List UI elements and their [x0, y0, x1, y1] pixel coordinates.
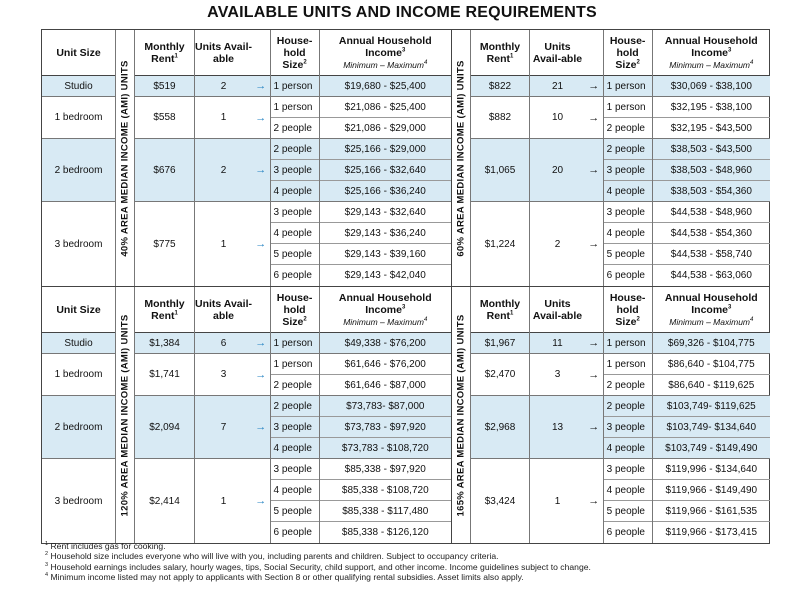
arrow-icon: →	[252, 333, 270, 354]
arrow-icon: →	[252, 76, 270, 97]
footnote-number: 3	[45, 561, 49, 568]
monthly-rent-cell: $1,224	[484, 238, 516, 250]
ami-label	[452, 287, 471, 543]
header-min-max-text: Minimum – Maximum	[343, 316, 424, 327]
income-range-cell: $61,646 - $87,000	[320, 375, 451, 396]
household-size-cell: 5 people	[271, 501, 319, 522]
household-size-cell: 2 people	[604, 375, 652, 396]
header-monthly-rent-note: 1	[510, 310, 514, 316]
unit-size-column	[42, 287, 116, 543]
household-size-cell: 2 people	[604, 396, 652, 417]
arrow-icon: →	[585, 396, 603, 459]
monthly-rent-cell: $775	[153, 238, 176, 250]
header-min-max-text: Minimum – Maximum	[669, 59, 751, 70]
footnote-text: Household earnings includes salary, hourly wages, tips, Social Security, child support, and other income. Income guidelines subject to change.	[50, 561, 591, 572]
header-monthly-rent	[135, 30, 194, 76]
household-size-cell: 4 people	[604, 181, 652, 202]
header-min-max-note: 4	[423, 316, 428, 323]
header-unit-size-text: Unit Size	[56, 303, 101, 316]
income-column	[320, 287, 451, 543]
household-size-cell: 1 person	[604, 333, 652, 354]
header-unit-size-text: Unit Size	[56, 46, 101, 59]
ami-block	[41, 287, 770, 544]
household-size-cell: 3 people	[604, 202, 652, 223]
header-household-size-note: 2	[303, 59, 307, 65]
income-range-cell: $85,338 - $117,480	[320, 501, 451, 522]
arrow-icon: →	[252, 97, 270, 139]
household-size-cell: 3 people	[604, 459, 652, 480]
household-size-cell: 3 people	[604, 417, 652, 438]
monthly-rent-cell: $558	[135, 97, 194, 139]
arrow-column	[585, 30, 604, 286]
household-size-cell: 5 people	[271, 244, 319, 265]
header-unit-size	[42, 30, 115, 76]
header-min-max	[653, 316, 770, 328]
unit-size-cell: 1 bedroom	[42, 97, 115, 139]
income-range-cell: $30,069 - $38,100	[653, 76, 770, 97]
income-range-cell: $73,783- $87,000	[320, 396, 451, 417]
income-range-cell: $44,538 - $54,360	[653, 223, 770, 244]
header-monthly-rent-note: 1	[174, 310, 178, 316]
header-income-text: Annual Household Income	[338, 291, 432, 316]
monthly-rent-cell: $1,967	[471, 333, 529, 354]
income-range-cell: $86,640 - $119,625	[653, 375, 770, 396]
income-range-cell: $44,538 - $63,060	[670, 270, 752, 281]
header-monthly-rent	[135, 287, 194, 333]
arrow-icon: →	[255, 495, 267, 507]
household-size-cell: 2 people	[271, 139, 319, 160]
income-range-cell: $49,338 - $76,200	[320, 333, 451, 354]
income-range-cell: $19,680 - $25,400	[320, 76, 451, 97]
units-available-cell: 1	[195, 97, 252, 139]
header-household-size-note: 2	[636, 59, 640, 65]
household-size-cell: 1 person	[271, 97, 319, 118]
unit-size-cell: 2 bedroom	[42, 396, 115, 459]
monthly-rent-cell: $882	[471, 97, 529, 139]
unit-size-cell: 3 bedroom	[54, 238, 103, 250]
arrow-icon: →	[585, 97, 603, 139]
unit-size-cell: Studio	[42, 76, 115, 97]
header-monthly-rent	[471, 30, 529, 76]
units-available-cell: 10	[530, 97, 585, 139]
ami-block	[41, 29, 770, 287]
income-range-cell: $29,143 - $32,640	[320, 202, 451, 223]
income-range-cell: $38,503 - $43,500	[653, 139, 770, 160]
footnote-text: Household size includes everyone who will live with you, including parents and children. Subject to occupancy criteria.	[50, 551, 499, 562]
header-min-max-note: 4	[750, 59, 754, 66]
units-available-cell: 7	[195, 396, 252, 459]
header-units-available-text: Units Avail-able	[532, 40, 583, 65]
income-range-cell: $21,086 - $29,000	[320, 118, 451, 139]
header-income-note: 3	[728, 47, 732, 53]
units-available-cell: 3	[195, 354, 252, 396]
header-arrow-spacer	[585, 30, 603, 76]
household-column	[271, 30, 320, 286]
header-household-size	[271, 287, 319, 333]
household-size-cell: 6 people	[273, 270, 312, 281]
income-range-cell: $85,338 - $126,120	[341, 527, 429, 538]
monthly-rent-cell: $1,384	[135, 333, 194, 354]
header-household-size-text: House-hold Size	[276, 291, 313, 328]
income-range-cell: $29,143 - $36,240	[320, 223, 451, 244]
footnote-line	[45, 562, 591, 572]
header-arrow-spacer	[585, 287, 603, 333]
left-ami-label: 120% AREA MEDIAN INCOME (AMI) UNITS	[119, 314, 131, 516]
income-column	[653, 287, 770, 543]
income-range-cell: $73,783 - $97,920	[320, 417, 451, 438]
household-size-cell: 2 people	[271, 118, 319, 139]
household-size-cell: 6 people	[606, 270, 645, 281]
rent-column	[135, 287, 195, 543]
household-size-cell: 1 person	[271, 354, 319, 375]
header-min-max-text: Minimum – Maximum	[343, 59, 424, 70]
header-units-available-text: Units Avail-able	[195, 297, 252, 322]
arrow-icon: →	[585, 354, 603, 396]
units-column	[530, 30, 585, 286]
page-title: AVAILABLE UNITS AND INCOME REQUIREMENTS	[207, 4, 597, 21]
header-annual-income	[653, 287, 770, 333]
header-monthly-rent-text: Monthly Rent	[479, 40, 521, 65]
arrow-icon: →	[252, 396, 270, 459]
income-range-cell: $119,966 - $173,415	[665, 527, 758, 538]
right-half	[452, 287, 770, 543]
units-available-cell: 1	[220, 495, 227, 507]
arrow-icon: →	[585, 139, 603, 202]
header-income-text: Annual Household Income	[664, 291, 758, 316]
header-min-max	[653, 59, 770, 71]
header-unit-size	[42, 287, 115, 333]
monthly-rent-cell: $519	[135, 76, 194, 97]
unit-size-cell: 3 bedroom	[54, 495, 103, 507]
right-half	[452, 30, 770, 286]
header-min-max	[320, 59, 451, 71]
units-available-cell: 1	[220, 238, 227, 250]
income-range-cell: $21,086 - $25,400	[320, 97, 451, 118]
header-units-available-text: Units Avail-able	[195, 40, 252, 65]
income-range-cell: $61,646 - $76,200	[320, 354, 451, 375]
footnote-number: 1	[45, 541, 49, 548]
header-household-size-text: House-hold Size	[276, 34, 313, 71]
household-size-cell: 4 people	[271, 223, 319, 244]
header-min-max	[320, 316, 451, 328]
income-range-cell: $32,195 - $38,100	[653, 97, 770, 118]
income-range-cell: $44,538 - $48,960	[653, 202, 770, 223]
header-units-available	[195, 30, 252, 76]
income-range-cell: $103,749- $134,640	[653, 417, 770, 438]
footnote-line	[45, 572, 591, 582]
income-range-cell: $25,166 - $32,640	[320, 160, 451, 181]
units-column	[195, 30, 252, 286]
footnote-line	[45, 541, 591, 551]
income-range-cell: $103,749- $119,625	[653, 396, 770, 417]
units-column	[195, 287, 252, 543]
rent-column	[471, 30, 530, 286]
income-range-cell: $38,503 - $54,360	[653, 181, 770, 202]
household-size-cell: 2 people	[271, 396, 319, 417]
income-column	[320, 30, 451, 286]
ami-label	[116, 30, 135, 286]
household-size-cell: 3 people	[271, 202, 319, 223]
header-min-max-text: Minimum – Maximum	[669, 316, 751, 327]
household-size-cell: 3 people	[271, 459, 319, 480]
household-size-cell: 1 person	[604, 97, 652, 118]
rent-column	[471, 287, 530, 543]
household-size-cell: 3 people	[271, 417, 319, 438]
header-arrow-spacer	[252, 30, 270, 76]
arrow-icon: →	[588, 495, 600, 507]
header-units-available	[530, 30, 585, 76]
household-size-cell: 1 person	[604, 354, 652, 375]
monthly-rent-cell: $1,065	[471, 139, 529, 202]
income-range-cell: $73,783 - $108,720	[320, 438, 451, 459]
units-available-cell: 3	[530, 354, 585, 396]
income-range-cell: $38,503 - $48,960	[653, 160, 770, 181]
unit-size-cell: 2 bedroom	[42, 139, 115, 202]
arrow-icon: →	[255, 238, 267, 250]
header-monthly-rent-note: 1	[174, 53, 178, 59]
unit-size-column	[42, 30, 116, 286]
household-size-cell: 1 person	[271, 333, 319, 354]
ami-label	[452, 30, 471, 286]
income-range-cell: $69,326 - $104,775	[653, 333, 770, 354]
header-household-size	[604, 30, 652, 76]
income-range-cell: $119,996 - $134,640	[653, 459, 770, 480]
household-column	[604, 287, 653, 543]
header-monthly-rent	[471, 287, 529, 333]
header-household-size	[271, 30, 319, 76]
household-size-cell: 2 people	[604, 118, 652, 139]
household-size-cell: 4 people	[604, 480, 652, 501]
header-units-available	[195, 287, 252, 333]
header-min-max-note: 4	[750, 316, 754, 323]
footnote-number: 2	[45, 551, 49, 558]
monthly-rent-cell: $1,741	[135, 354, 194, 396]
unit-size-cell: Studio	[42, 333, 115, 354]
household-size-cell: 6 people	[273, 527, 312, 538]
header-household-size-text: House-hold Size	[609, 34, 646, 71]
units-column	[530, 287, 585, 543]
monthly-rent-cell: $3,424	[484, 495, 516, 507]
header-household-size-note: 2	[636, 316, 640, 322]
household-size-cell: 1 person	[271, 76, 319, 97]
right-ami-label: 60% AREA MEDIAN INCOME (AMI) UNITS	[455, 59, 467, 257]
units-available-cell: 1	[554, 495, 561, 507]
income-range-cell: $103,749 - $149,490	[653, 438, 770, 459]
header-monthly-rent-note: 1	[510, 53, 514, 59]
units-available-cell: 2	[195, 139, 252, 202]
units-available-cell: 21	[530, 76, 585, 97]
right-ami-label: 165% AREA MEDIAN INCOME (AMI) UNITS	[455, 314, 467, 516]
left-half	[42, 287, 452, 543]
household-size-cell: 3 people	[604, 160, 652, 181]
header-monthly-rent-text: Monthly Rent	[144, 297, 185, 322]
monthly-rent-cell: $2,470	[471, 354, 529, 396]
household-size-cell: 5 people	[604, 501, 652, 522]
household-size-cell: 2 people	[604, 139, 652, 160]
household-size-cell: 6 people	[606, 527, 645, 538]
income-range-cell: $86,640 - $104,775	[653, 354, 770, 375]
income-range-cell: $85,338 - $108,720	[320, 480, 451, 501]
household-size-cell: 4 people	[271, 181, 319, 202]
units-available-cell: 6	[195, 333, 252, 354]
household-column	[271, 287, 320, 543]
household-size-cell: 4 people	[271, 480, 319, 501]
header-annual-income	[320, 287, 451, 333]
header-household-size-note: 2	[303, 316, 307, 322]
income-range-cell: $32,195 - $43,500	[653, 118, 770, 139]
units-available-cell: 11	[530, 333, 585, 354]
unit-size-cell: 1 bedroom	[42, 354, 115, 396]
header-annual-income	[320, 30, 451, 76]
header-monthly-rent-text: Monthly Rent	[144, 40, 185, 65]
household-size-cell: 5 people	[604, 244, 652, 265]
income-requirements-table	[41, 29, 770, 544]
header-income-note: 3	[401, 304, 406, 310]
household-size-cell: 4 people	[604, 223, 652, 244]
arrow-icon: →	[588, 238, 600, 250]
header-units-available	[530, 287, 585, 333]
arrow-column	[585, 287, 604, 543]
arrow-icon: →	[585, 333, 603, 354]
units-available-cell: 13	[530, 396, 585, 459]
arrow-icon: →	[585, 76, 603, 97]
left-half	[42, 30, 452, 286]
income-range-cell: $29,143 - $42,040	[344, 270, 426, 281]
header-income-text: Annual Household Income	[664, 34, 758, 59]
footnote-text: Rent includes gas for cooking.	[50, 541, 166, 551]
header-income-note: 3	[728, 304, 732, 310]
income-range-cell: $25,166 - $29,000	[320, 139, 451, 160]
income-range-cell: $85,338 - $97,920	[320, 459, 451, 480]
header-income-text: Annual Household Income	[338, 34, 432, 59]
monthly-rent-cell: $2,414	[149, 495, 180, 507]
household-size-cell: 3 people	[271, 160, 319, 181]
income-column	[653, 30, 770, 286]
household-column	[604, 30, 653, 286]
header-monthly-rent-text: Monthly Rent	[479, 297, 521, 322]
footnote-text: Minimum income listed may not apply to applicants with Section 8 or other qualifying rental subsidies. Asset limits also apply.	[50, 572, 524, 583]
arrow-icon: →	[252, 139, 270, 202]
household-size-cell: 4 people	[604, 438, 652, 459]
left-ami-label: 40% AREA MEDIAN INCOME (AMI) UNITS	[119, 59, 131, 257]
header-min-max-note: 4	[423, 59, 428, 66]
ami-label	[116, 287, 135, 543]
income-range-cell: $119,966 - $149,490	[653, 480, 770, 501]
header-units-available-text: Units Avail-able	[532, 297, 583, 322]
header-income-note: 3	[401, 47, 406, 53]
header-household-size	[604, 287, 652, 333]
arrow-column	[252, 30, 271, 286]
household-size-cell: 2 people	[271, 375, 319, 396]
footnotes	[45, 541, 591, 583]
monthly-rent-cell: $676	[135, 139, 194, 202]
header-arrow-spacer	[252, 287, 270, 333]
arrow-column	[252, 287, 271, 543]
household-size-cell: 1 person	[604, 76, 652, 97]
footnote-number: 4	[45, 572, 49, 579]
units-available-cell: 2	[554, 238, 561, 250]
household-size-cell: 4 people	[271, 438, 319, 459]
income-range-cell: $44,538 - $58,740	[653, 244, 770, 265]
income-range-cell: $119,966 - $161,535	[653, 501, 770, 522]
arrow-icon: →	[252, 354, 270, 396]
rent-column	[135, 30, 195, 286]
monthly-rent-cell: $2,968	[471, 396, 529, 459]
monthly-rent-cell: $2,094	[135, 396, 194, 459]
header-annual-income	[653, 30, 770, 76]
units-available-cell: 20	[530, 139, 585, 202]
monthly-rent-cell: $822	[471, 76, 529, 97]
footnote-line	[45, 551, 591, 561]
header-household-size-text: House-hold Size	[609, 291, 646, 328]
income-range-cell: $29,143 - $39,160	[320, 244, 451, 265]
income-range-cell: $25,166 - $36,240	[320, 181, 451, 202]
units-available-cell: 2	[195, 76, 252, 97]
